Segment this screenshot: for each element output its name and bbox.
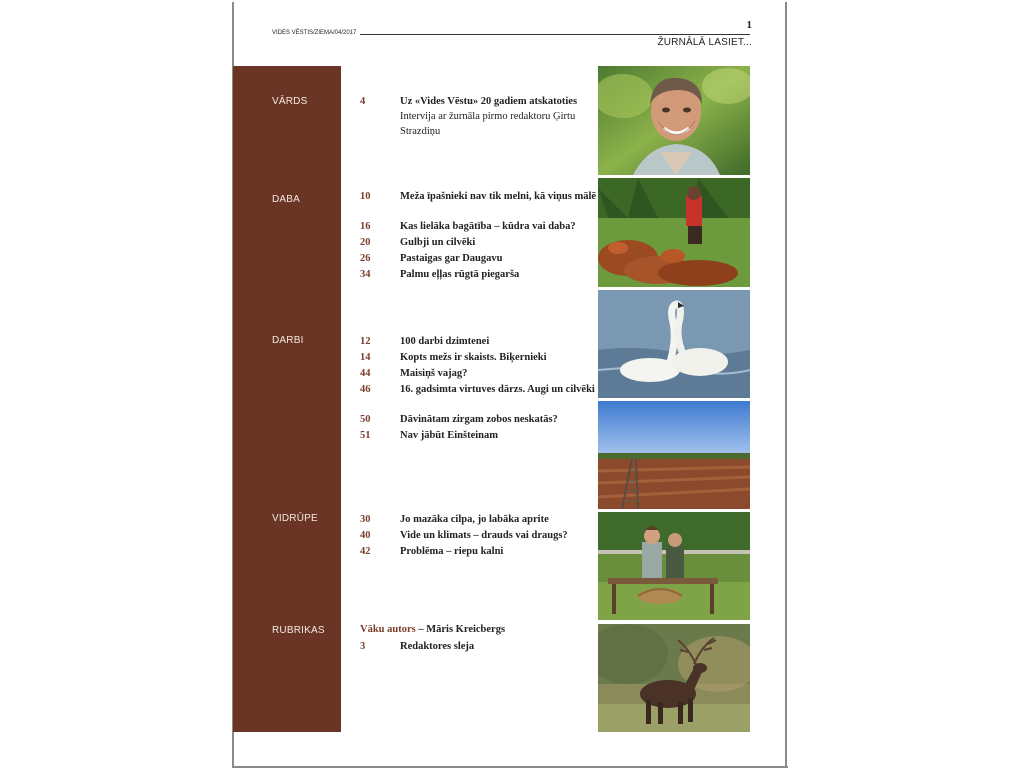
section-label-vidrupe: VIDRŪPE (272, 513, 318, 524)
toc-page-number: 46 (360, 384, 371, 395)
toc-title: Redaktores sleja (400, 641, 475, 652)
toc-page-number: 44 (360, 368, 371, 379)
toc-title-text: Uz «Vides Vēstu» 20 gadiem atskatoties (400, 96, 578, 107)
page-title: ŽURNĀLĀ LASIET... (657, 37, 752, 48)
toc-title: Pastaigas gar Daugavu (400, 253, 503, 264)
toc-page-number: 4 (360, 96, 366, 107)
section-label-darbi: DARBI (272, 335, 304, 346)
palm-oil-worker-photo (598, 178, 750, 287)
swans-photo (598, 290, 750, 398)
toc-page-number: 26 (360, 253, 371, 264)
toc-page-number: 20 (360, 237, 371, 248)
toc-title: 100 darbi dzimtenei (400, 336, 490, 347)
toc-title: Vide un klimats – drauds vai draugs? (400, 530, 568, 541)
toc-page-number: 34 (360, 269, 371, 280)
toc-page-number: 3 (360, 641, 366, 652)
toc-title: Nav jābūt Einšteinam (400, 430, 499, 441)
toc-subtitle: Intervija ar žurnāla pirmo redaktoru Ģirtu Strazdiņu (400, 111, 576, 137)
toc-page-number: 14 (360, 352, 371, 363)
cover-credit-name: – Māris Kreicbergs (418, 624, 506, 635)
toc-page-number: 30 (360, 514, 371, 525)
toc-page-number: 40 (360, 530, 371, 541)
toc-title: Palmu eļļas rūgtā piegarša (400, 269, 520, 280)
toc-title: Problēma – riepu kalni (400, 546, 504, 557)
section-label-rubrikas: RUBRIKAS (272, 625, 325, 636)
toc-title: Kopts mežs ir skaists. Biķernieki (400, 352, 547, 363)
issue-label: VIDES VĒSTIS/ZIEMA/04/2017 (272, 30, 357, 36)
section-label-vards: VĀRDS (272, 96, 308, 107)
header-rule (360, 34, 750, 35)
toc-page-number: 10 (360, 191, 371, 202)
page-number: 1 (746, 19, 752, 31)
toc-title: Kas lielāka bagātība – kūdra vai daba? (400, 221, 576, 232)
cover-credit-label: Vāku autors (360, 624, 416, 635)
people-on-bench-photo (598, 512, 750, 620)
toc-title: Gulbji un cilvēki (400, 237, 476, 248)
toc-title: Meža īpašnieki nav tik melni, kā viņus mālē (400, 191, 597, 202)
red-deer-stag-photo (598, 624, 750, 732)
toc-title (400, 94, 600, 139)
cover-credit (360, 624, 505, 635)
toc-page-number: 51 (360, 430, 371, 441)
peat-field-railway-photo (598, 401, 750, 509)
toc-title: Maisiņš vajag? (400, 368, 468, 379)
toc-page-number: 16 (360, 221, 371, 232)
toc-page-number: 12 (360, 336, 371, 347)
toc-title: 16. gadsimta virtuves dārzs. Augi un cilvēki (400, 384, 595, 395)
toc-title: Jo mazāka cilpa, jo labāka aprite (400, 514, 549, 525)
portrait-man-photo (598, 66, 750, 175)
toc-page-number: 42 (360, 546, 371, 557)
section-label-daba: DABA (272, 194, 301, 205)
toc-title: Dāvinātam zirgam zobos neskatās? (400, 414, 558, 425)
toc-page-number: 50 (360, 414, 371, 425)
